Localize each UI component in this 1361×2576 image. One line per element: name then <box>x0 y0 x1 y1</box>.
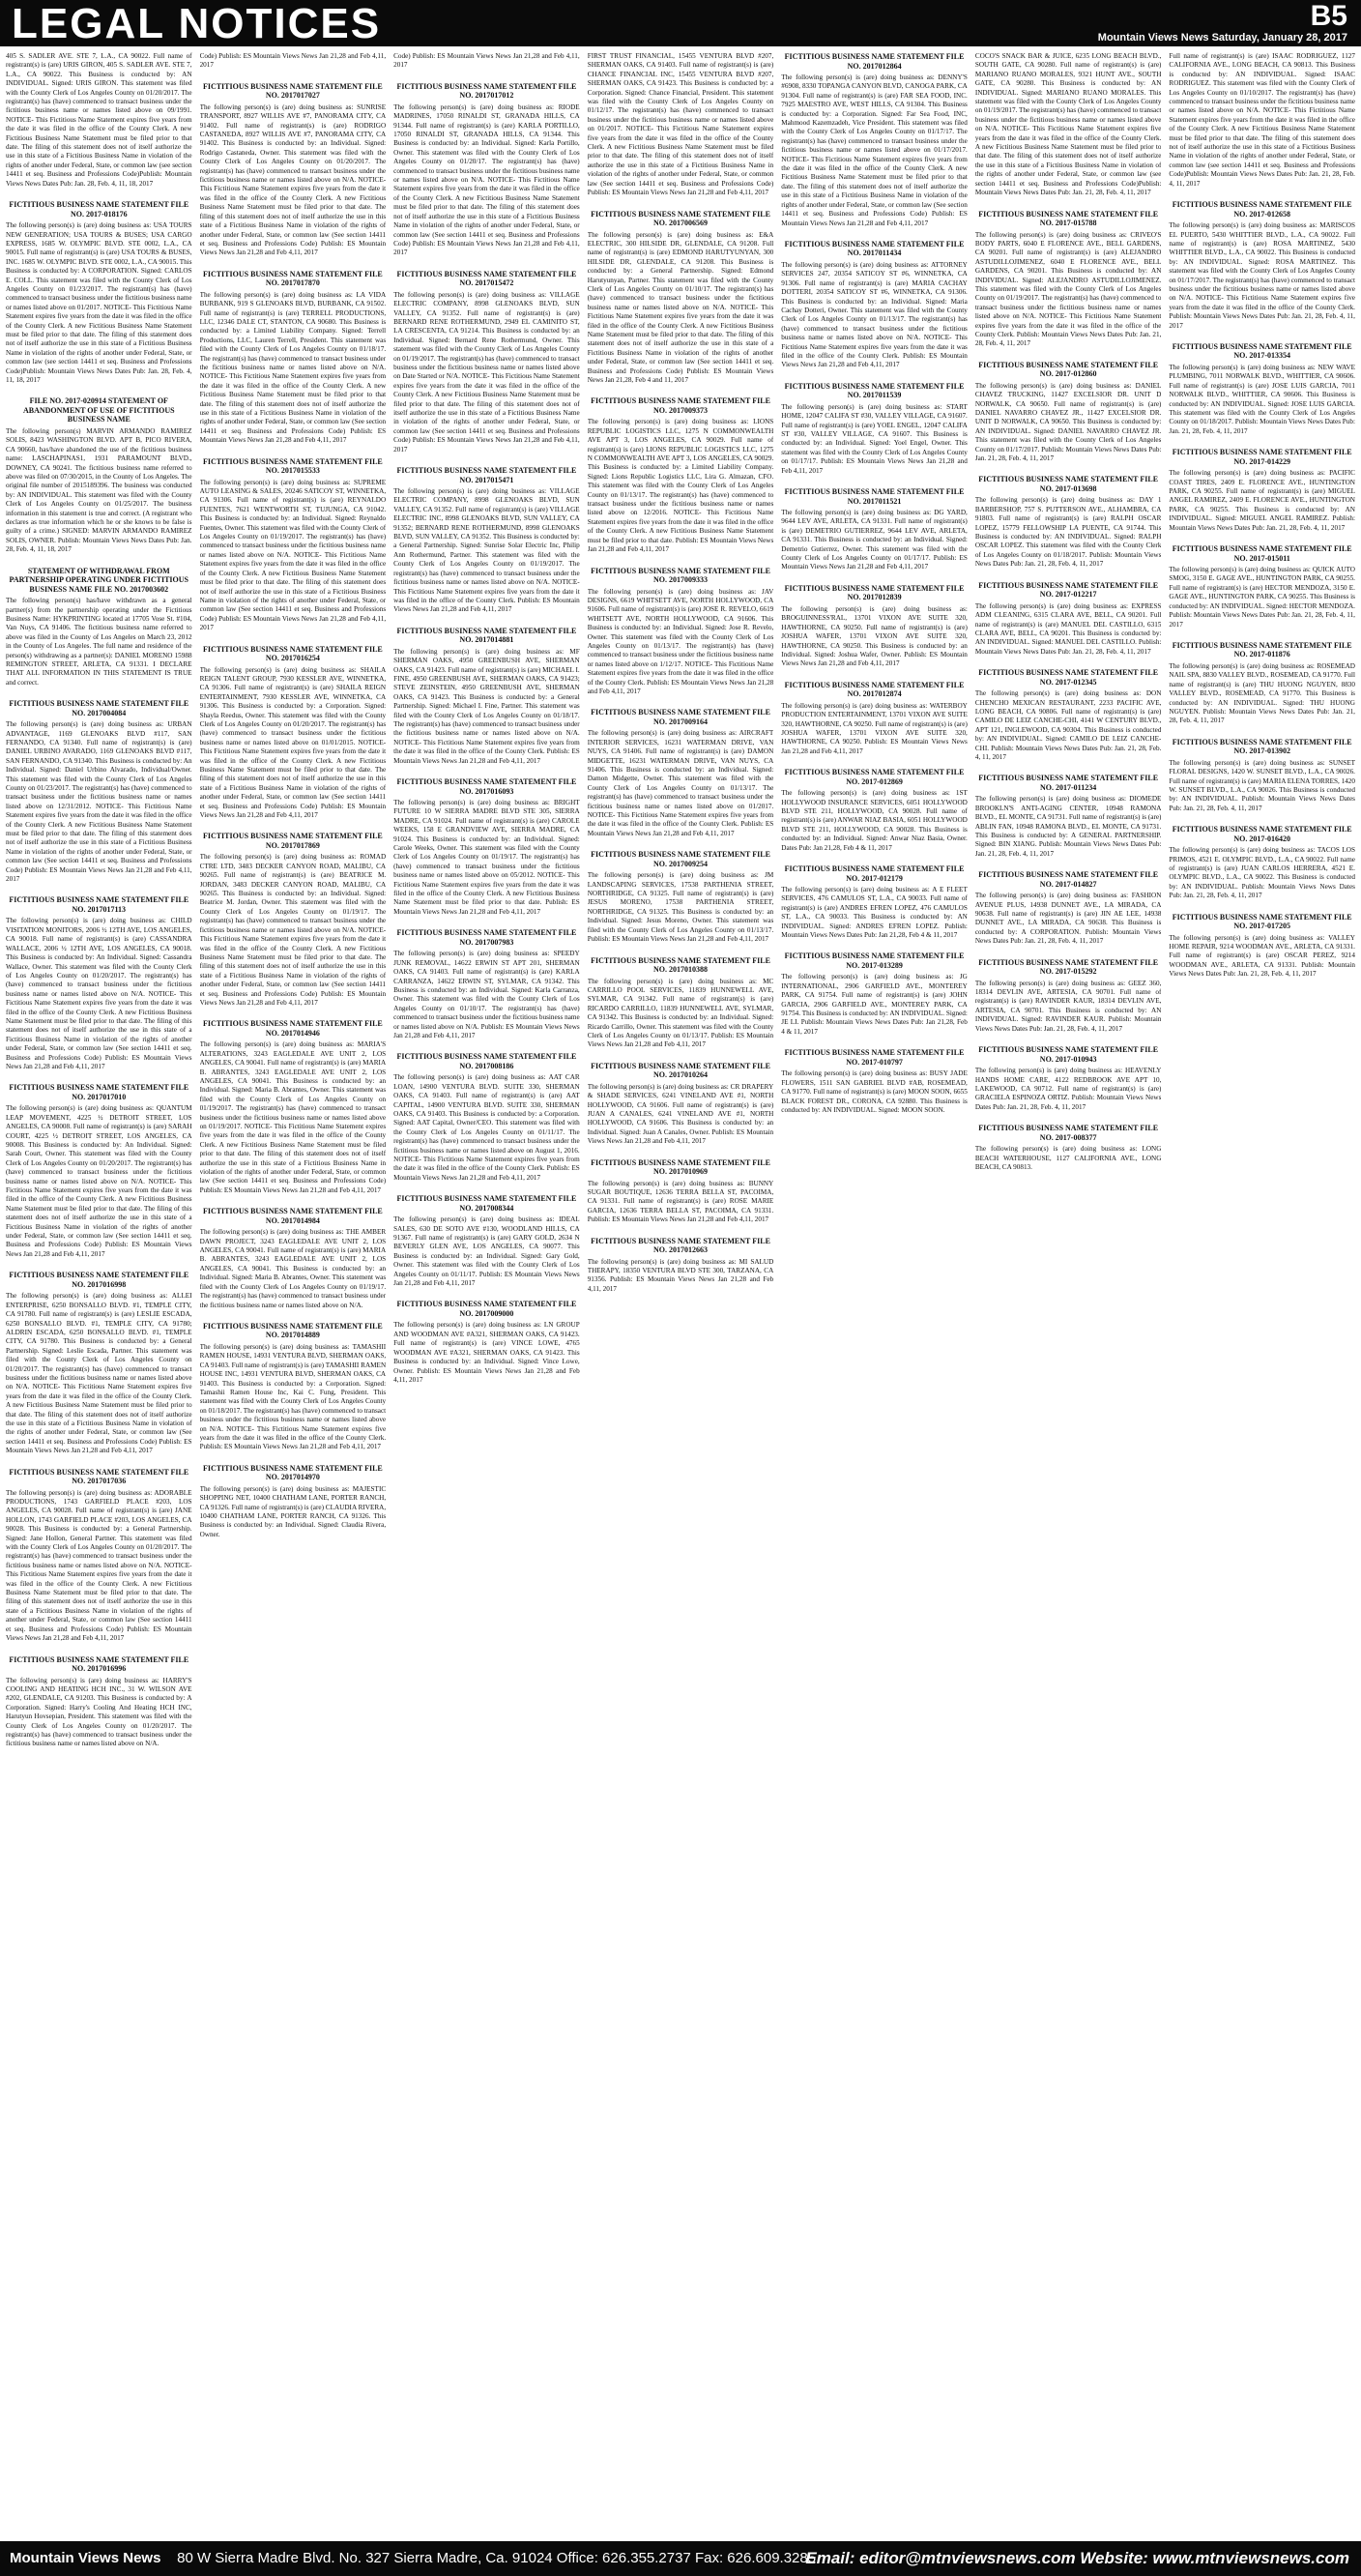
notice-body: The following person(s) is (are) doing business as: DAY 1 BARBERSHOP, 757 S. PUTTERSON AVE., ALHAMBRA, CA 91803. Full name of registrant(s) is (are) RALPH OSCAR LOPEZ, 15779 FELLOWSHIP LA PUENTE, CA 91744. This Business is conducted by: AN INDIVIDUAL. Signed: RALPH OSCAR LOPEZ. This statement was filed with the County Clerk of Los Angeles County on 01/18/2017. Publish: Mountain Views News Dates Pub: Jan. 21, 28, Feb. 4, 11, 2017 <box>974 496 1162 569</box>
notice-heading: FICTITIOUS BUSINESS NAME STATEMENT FILE NO. 2017012874 <box>784 680 965 699</box>
legal-notice <box>6 567 192 688</box>
notice-heading: FICTITIOUS BUSINESS NAME STATEMENT FILE NO. 2017009333 <box>591 566 770 584</box>
notice-body: The following person(s) is (are) doing business as: QUANTUM LEAP MOVEMENT, 4225 ½ DETROIT STREET, LOS ANGELES, CA 90008. Full name of registrant(s) is (are) SARAH COURT, 4225 ½ DETROIT STREET, LOS ANGELES, CA 90008. This Business is conducted by: An Individual. Signed: Sarah Court, Owner. This statement was filed with the County Clerk of Los Angeles County on 01/20/2017. The registrant(s) has (have) commenced to transact business under the fictitious business name or names listed above on N/A. NOTICE- This Fictitious Name Statement expires five years from the date it was filed in the office of the County Clerk. A new Fictitious Business Name Statement must be filed prior to that date. The filing of this statement does not of itself authorize the use in this state of a Fictitious Business Name in violation of the rights of another under Federal, State, or common law (See section 14411 et seq. Business and Professions Code) Publish: ES Mountain Views News Jan 21,28 and Feb 4,11, 2017 <box>6 1104 192 1258</box>
notice-heading: FICTITIOUS BUSINESS NAME STATEMENT FILE NO. 2017-013289 <box>784 951 965 970</box>
notice-body: The following person(s) is (are) doing business as: MARIA'S ALTERATIONS, 3243 EAGLEDALE AVE UNIT 2, LOS ANGELES, CA 90041. Full name of registrant(s) is (are) MARIA B. ABRANTES, 3243 EAGLEDALE AVE UNIT 2, LOS ANGELES, CA 90041. This Business is conducted by: an Individual. Signed: Maria B. Abrantes, Owner. This statement was filed with the County Clerk of Los Angeles County on 01/19/2017. The registrant(s) has (have) commenced to transact business under the fictitious business name or names listed above on 01/19/2017. NOTICE- This Fictitious Name Statement expires five years from the date it was filed in the office of the County Clerk. A new Fictitious Business Name Statement must be filed prior to that date. The filing of this statement does not of itself authorize the use in this state of a Fictitious Business Name in violation of the rights of another under Federal, State, or common law (See section 14411 et seq. Business and Professions Code) Publish: ES Mountain Views News Jan 21,28 and Feb 4,11, 2017 <box>199 1040 387 1194</box>
notice-body: The following person(s) is (are) doing business as: BRIGHT FUTURE 10 W SIERRA MADRE BLVD STE 305, SIERRA MADRE, CA 91024. Full name of registrant(s) is (are) CAROLE WEEKS, 158 E GRANDVIEW AVE, SIERRA MADRE, CA 91024. This Business is conducted by: an Individual. Signed: Carole Weeks, Owner. This statement was filed with the County Clerk of Los Angeles County on 01/19/17. The registrant(s) has (have) commenced to transact business under the fictitious business name or names listed above on 05/2012. NOTICE- This Fictitious Name Statement expires five years from the date it was filed in the office of the County Clerk. A new Fictitious Business Name Statement must be filed prior to that date. Publish: ES Mountain Views News Jan 21,28 and Feb 4,11, 2017 <box>393 799 580 916</box>
notice-body: The following person(s) is (are) doing business as: CR DRAPERY & SHADE SERVICES, 6241 VINELAND AVE #1, NORTH HOLLYWOOD, CA 91606. Full name of registrant(s) is (are) JUAN A CANALES, 6241 VINELAND AVE #1, NORTH HOLLYWOOD, CA 91606. This Business is conducted by: an Individual. Signed: Juan A Canales, Owner. Publish: ES Mountain Views News Jan 21,28 and Feb 4,11, 2017 <box>587 1082 774 1146</box>
notice-heading: FICTITIOUS BUSINESS NAME STATEMENT FILE NO. 2017017036 <box>9 1467 189 1486</box>
notice-heading: FICTITIOUS BUSINESS NAME STATEMENT FILE NO. 2017010969 <box>591 1157 770 1177</box>
legal-notice <box>588 850 774 944</box>
notice-heading: FICTITIOUS BUSINESS NAME STATEMENT FILE NO. 2017007983 <box>396 928 577 947</box>
legal-notice <box>6 1655 192 1749</box>
legal-notice <box>781 382 968 476</box>
notice-heading: FICTITIOUS BUSINESS NAME STATEMENT FILE NO. 2017-012860 <box>978 360 1159 379</box>
notice-body: The following person(s) is (are) doing business as: VALLEY HOME REPAIR, 9214 WOODMAN AVE., ARLETA, CA 91331. Full name of registrant(s) is (are) OSCAR PEREZ, 9214 WOODMAN AVE., ARLETA, CA 91331. Publish: Mountain Views News Dates Pub: Jan. 21, 28, Feb. 4, 11, 2017 <box>1169 933 1355 979</box>
notice-heading: FICTITIOUS BUSINESS NAME STATEMENT FILE NO. 2017012839 <box>784 583 965 602</box>
legal-notice <box>588 1237 774 1295</box>
legal-notice <box>6 1083 192 1259</box>
dateline: Mountain Views News Saturday, January 28, 2017 <box>1097 32 1347 44</box>
notice-body: The following person(s) is (are) doing business as: 1ST HOLLYWOOD INSURANCE SERVICES, 6051 HOLLYWOOD BLVD STE 211, HOLLYWOOD, CA 90028. Full name of registrant(s) is (are) ANWAR NIAZ BASIA, 6051 HOLLYWOOD BLVD STE 211, HOLLYWOOD, CA 90028. This Business is conducted by: an Individual. Signed: Anwar Niaz Basia, Owner. Dates Pub: Jan 21,28, Feb 4 & 11, 2017 <box>781 789 968 852</box>
notice-heading: FICTITIOUS BUSINESS NAME STATEMENT FILE NO. 2017-012658 <box>1172 200 1352 219</box>
notice-body: The following person(s) is (are) doing business as: BROGUINNESS'RAL, 13701 VIXON AVE SUITE 320, HAWTHORNE, CA 90250. Full name of registrant(s) is (are) JOSHUA WAFER, 13701 VIXON AVE SUITE 320, HAWTHORNE, CA 90250. This Business is conducted by: an Individual. Signed: Joshua Wafer, Owner. Publish: ES Mountain Views News Jan 21,28 and Feb 4,11, 2017 <box>781 604 968 668</box>
notice-heading: FICTITIOUS BUSINESS NAME STATEMENT FILE NO. 2017016998 <box>9 1271 189 1289</box>
notice-body: The following person(s) is (are) doing business as: START HOME, 12047 CALIFA ST #30, VALLEY VILLAGE, CA 91607. Full name of registrant(s) is (are) YOEL ENGEL, 12047 CALIFA ST #30, VALLEY VILLAGE, CA 91607. This Business is conducted by: an Individual. Signed: Yoel Engel, Owner. This statement was filed with the County Clerk of Los Angeles County on 01/17/17. Publish: ES Mountain Views News Jan 21,28 and Feb 4,11, 2017 <box>781 402 968 475</box>
notice-body: Code) Publish: ES Mountain Views News Jan 21,28 and Feb 4,11, 2017 <box>199 52 387 70</box>
legal-notice <box>200 1207 387 1310</box>
legal-notice <box>588 1158 774 1225</box>
notice-body: The following person(s) is (are) doing business as: ROMAD CTRE LTD, 3483 DECKER CANYON ROAD, MALIBU, CA 90265. Full name of registrant(s) is (are) BEATRICE M. JORDAN, 3483 DECKER CANYON ROAD, MALIBU, CA 90265. This Business is conducted by: an Individual. Signed: Beatrice M. Jordan, Owner. This statement was filed with the County Clerk of Los Angeles County on 01/19/17. The registrant(s) has (have) commenced to transact business under the fictitious business name or names listed above on N/A. NOTICE- This Fictitious Name Statement expires five years from the date it was filed in the office of the County Clerk. A new Fictitious Business Name Statement must be filed prior to that date. The filing of this statement does not of itself authorize the use in this state of a Fictitious Business Name in violation of the rights of another under Federal, State, or common law (See section 14411 et seq. Business and Professions Code) Publish: ES Mountain Views News Jan 21,28 and Feb 4,11, 2017 <box>199 853 387 1007</box>
notice-heading: FICTITIOUS BUSINESS NAME STATEMENT FILE NO. 2017-010943 <box>978 1045 1159 1064</box>
notice-body: The following person(s) is (are) doing business as: ATTORNEY SERVICES 247, 20354 SATICOY ST #6, WINNETKA, CA 91306. Full name of registrant(s) is (are) MARIA CACHAY DOTTERI, 20354 SATICOY ST #6, WINNETKA, CA 91306. This Business is conducted by: an Individual. Signed: Maria Cachay Dotteri, Owner. This statement was filed with the County Clerk of Los Angeles County on 01/13/17. The registrant(s) has (have) commenced to transact business under the fictitious business name or names listed above on N/A. NOTICE- This Fictitious Name Statement expires five years from the date it was filed in the office of the County Clerk. Publish: ES Mountain Views News Jan 21,28 and Feb 4,11, 2017 <box>781 260 968 369</box>
notice-heading: FICTITIOUS BUSINESS NAME STATEMENT FILE NO. 2017-015011 <box>1172 544 1352 563</box>
column-5 <box>781 52 968 2535</box>
notice-heading: FICTITIOUS BUSINESS NAME STATEMENT FILE NO. 2017-013354 <box>1172 341 1352 361</box>
notice-body: The following person(s) is (are) doing business as: BUSY JADE FLOWERS, 1511 SAN GABRIEL BLVD #AB, ROSEMEAD, CA 91770. Full name of registrant(s) is (are) MOON SOON, 6655 BLACK FOREST DR., CORONA, CA 92880. This Business is conducted by: AN INDIVIDUAL. Signed: MOON SOON. <box>781 1069 968 1114</box>
notice-heading: FICTITIOUS BUSINESS NAME STATEMENT FILE NO. 2017006569 <box>591 209 770 227</box>
legal-notice <box>588 708 774 838</box>
legal-notice <box>975 668 1162 762</box>
notice-body: The following person(s) is (are) doing business as: LA VIDA BURBANK, 919 S GLENOAKS BLVD, BURBANK, CA 91502. Full name of registrant(s) is (are) TERRELL PRODUCTIONS, LLC, 12346 DALE CT, STANTON, CA 90680. This Business is conducted by: a Limited Liability Company. Signed: Terrell Productions, LLC, Lauren Terrell, President. This statement was filed with the County Clerk of Los Angeles County on 01/18/17. The registrant(s) has (have) commenced to transact business under the fictitious business name or names listed above on N/A. NOTICE- This Fictitious Name Statement expires five years from the date it was filed in the office of the County Clerk. A new Fictitious Business Name Statement must be filed prior to that date. The filing of this statement does not of itself authorize the use in this state of a Fictitious Business Name in violation of the rights of another under Federal, State, or common law (See section 14411 et seq. Business and Professions Code) Publish: ES Mountain Views News Jan 21,28 and Feb 4,11, 2017 <box>199 290 387 445</box>
notice-heading: FICTITIOUS BUSINESS NAME STATEMENT FILE NO. 2017-012869 <box>784 768 965 786</box>
notice-heading: FICTITIOUS BUSINESS NAME STATEMENT FILE NO. 2017016996 <box>9 1654 189 1673</box>
notice-body: The following person(s) is (are) doing business as: IDEAL SALES, 630 DE SOTO AVE #130, WOODLAND HILLS, CA 91367. Full name of registrant(s) is (are) GARY GOLD, 2634 N BEVERLY GLEN AVE, LOS ANGELES, CA 90077. This Business is conducted by: an Individual. Signed: Gary Gold, Owner. This statement was filed with the County Clerk of Los Angeles County on 01/11/17. Publish: ES Mountain Views News Jan 21,28 and Feb 4,11, 2017 <box>393 1215 580 1288</box>
legal-notice <box>200 1019 387 1195</box>
legal-notice <box>393 270 580 454</box>
notice-body: The following person(s) is (are) doing business as: SUNRISE TRANSPORT, 8927 WILLIS AVE #7, PANORAMA CITY, CA 91402. Full name of registrant(s) is (are) RODRIGO CASTANEDA, 8927 WILLIS AVE #7, PANORAMA CITY, CA 91402. This Business is conducted by: an Individual. Signed: Rodrigo Castaneda, Owner. This statement was filed with the County Clerk of Los Angeles County on 01/20/2017. The registrant(s) has (have) commenced to transact business under the fictitious business name or names listed above on N/A. NOTICE- This Fictitious Name Statement expires five years from the date it was filed in the office of the County Clerk. A new Fictitious Business Name Statement must be filed prior to that date. The filing of this statement does not of itself authorize the use in this state of a Fictitious Business Name in violation of the rights of another under Federal, State, or common law (See section 14411 et seq. Business and Professions Code) Publish: ES Mountain Views News Jan 21,28 and Feb 4,11, 2017 <box>199 102 387 257</box>
notice-heading: STATEMENT OF WITHDRAWAL FROM PARTNERSHIP OPERATING UNDER FICTITIOUS BUSINESS NAME FILE NO. 2017003602 <box>9 566 188 594</box>
notice-body: The following person(s) is (are) doing business as: NEW WAVE PLUMBING, 7011 NORWALK BLVD., WHITTIER, CA 90606. Full name of registrant(s) is (are) JOSE LUIS GARCIA, 7011 NORWALK BLVD., WHITTIER, CA 90606. This Business is conducted by: AN INDIVIDUAL. Signed: JOSE LUIS GARCIA. This statement was filed with the County Clerk of Los Angeles County on 01/18/2017. Publish: Mountain Views News Dates Pub: Jan. 21, 28, Feb. 4, 11, 2017 <box>1169 363 1355 435</box>
legal-notice <box>393 777 580 917</box>
notice-heading: FICTITIOUS BUSINESS NAME STATEMENT FILE NO. 2017012663 <box>591 1236 770 1255</box>
legal-notice <box>781 681 968 756</box>
notice-heading: FICTITIOUS BUSINESS NAME STATEMENT FILE NO. 2017-014827 <box>978 870 1159 889</box>
notice-body: The following person(s) is (are) doing business as: VILLAGE ELECTRIC COMPANY, 8998 GLENOAKS BLVD, SUN VALLEY, CA 91352. Full name of registrant(s) is (are) VILLAGE ELECTRIC INC, 8998 GLENOAKS BLVD, SUN VALLEY, CA 91352; BERNARD RENE ROTHERMUND, 8998 GLENOAKS BLVD, SUN VALLEY, CA 91352. This Business is conducted by: a General Partnership. Signed: Sunrise Solar Electric Inc, Philip Ann Rothermund, Partner. This statement was filed with the County Clerk of Los Angeles County on 01/19/2017. The registrant(s) has (have) commenced to transact business under the fictitious business name or names listed above on N/A. NOTICE- This Fictitious Name Statement expires five years from the date it was filed in the office of the County Clerk. Publish: ES Mountain Views News Jan 21,28 and Feb 4,11, 2017 <box>393 487 580 614</box>
notice-heading: FICTITIOUS BUSINESS NAME STATEMENT FILE NO. 2017010388 <box>591 955 770 974</box>
notice-body: The following person(s) is (are) doing business as: LN GROUP AND WOODMAN AVE #A321, SHERMAN OAKS, CA 91423. Full name of registrant(s) is (are) VINCE LOWE, 4765 WOODMAN AVE #A321, SHERMAN OAKS, CA 91423. This Business is conducted by: an Individual. Signed: Vince Lowe, Owner. Publish: ES Mountain Views News Jan 21,28 and Feb 4,11, 2017 <box>393 1321 580 1384</box>
legal-notice <box>393 52 580 71</box>
notice-body: The following person(s) is (are) doing business as: EXPRESS ADM CLEANING, 6315 CLARA AVE, BELL, CA 90201. Full name of registrant(s) is (are) MANUEL DEL CASTILLO, 6315 CLARA AVE, BELL, CA 90201. This Business is conducted by: AN INDIVIDUAL. Signed: MANUEL DEL CASTILLO. Publish: Mountain Views News Dates Pub: Jan. 21, 28, Feb. 4, 11, 2017 <box>974 601 1162 656</box>
masthead <box>0 0 1361 46</box>
notice-body: The following person(s) is (are) doing business as: FASHION AVENUE PLUS, 14938 DUNNET AVE., LA MIRADA, CA 90638. Full name of registrant(s) is (are) JIN AE LEE, 14938 DUNNET AVE., LA MIRADA, CA 90638. This Business is conducted by: A CORPORATION. Publish: Mountain Views News Dates Pub: Jan. 21, 28, Feb. 4, 11, 2017 <box>974 892 1162 946</box>
footer-bar <box>0 2541 1361 2576</box>
legal-notice <box>781 487 968 572</box>
notice-heading: FICTITIOUS BUSINESS NAME STATEMENT FILE NO. 2017-012179 <box>784 864 965 883</box>
legal-notice <box>781 584 968 669</box>
notice-heading: FICTITIOUS BUSINESS NAME STATEMENT FILE NO. 2017015533 <box>202 456 383 476</box>
footer-publication: Mountain Views News <box>10 2550 161 2566</box>
notice-heading: FICTITIOUS BUSINESS NAME STATEMENT FILE NO. 2017011539 <box>784 381 965 400</box>
footer-address: 80 W Sierra Madre Blvd. No. 327 Sierra Madre, Ca. 91024 Office: 626.355.2737 Fax: 626.609.3285 <box>177 2550 817 2566</box>
notice-heading: FICTITIOUS BUSINESS NAME STATEMENT FILE NO. 2017-010797 <box>784 1048 965 1067</box>
notice-heading: FICTITIOUS BUSINESS NAME STATEMENT FILE NO. 2017009254 <box>591 850 770 868</box>
legal-notice <box>6 52 192 189</box>
notice-heading: FICTITIOUS BUSINESS NAME STATEMENT FILE NO. 2017-017205 <box>1172 912 1352 931</box>
notice-body: The following person(s) is (are) doing business as: MC CARRILLO POOL SERVICES, 11839 HUNNEWELL AVE, SYLMAR, CA 91342. Full name of registrant(s) is (are) RICARDO CARRILLO, 11839 HUNNEWELL AVE, SYLMAR, CA 91342. This Business is conducted by: an Individual. Signed: Ricardo Carrillo, Owner. This statement was filed with the County Clerk of Los Angeles County on 01/13/17. Publish: ES Mountain Views News Jan 21,28 and Feb 4,11, 2017 <box>587 977 774 1049</box>
legal-notice <box>393 1194 580 1288</box>
notice-heading: FICTITIOUS BUSINESS NAME STATEMENT FILE NO. 2017004084 <box>9 699 189 717</box>
notice-heading: FICTITIOUS BUSINESS NAME STATEMENT FILE NO. 2017-015788 <box>978 209 1159 227</box>
legal-notice <box>975 1124 1162 1172</box>
notice-heading: FICTITIOUS BUSINESS NAME STATEMENT FILE NO. 2017016093 <box>396 777 577 796</box>
notice-body: The following person(s) is (are) doing business as: THE AMBER DAWN PROJECT, 3243 EAGLEDALE AVE UNIT 2, LOS ANGELES, CA 90041. Full name of registrant(s) is (are) MARIA B. ABRANTES, 3243 EAGLEDALE AVE UNIT 2, LOS ANGELES, CA 90041. This Business is conducted by: an Individual. Signed: Maria B. Abrantes, Owner. This statement was filed with the County Clerk of Los Angeles County on 01/19/17. The registrant(s) has (have) commenced to transact business under the fictitious business name or names listed above on N/A. <box>199 1228 387 1309</box>
notice-heading: FICTITIOUS BUSINESS NAME STATEMENT FILE NO. 2017016254 <box>202 644 383 663</box>
notice-heading: FICTITIOUS BUSINESS NAME STATEMENT FILE NO. 2017-011876 <box>1172 640 1352 659</box>
notice-body: The following person(s) is (are) doing business as: TACOS LOS PRIMOS, 4521 E. OLYMPIC BLVD., L.A., CA 90022. Full name of registrant(s) is (are) JUAN CARLOS HERRERA, 4521 E. OLYMPIC BLVD., L.A., CA 90022. This Business is conducted by: AN INDIVIDUAL. Publish: Mountain Views News Dates Pub: Jan. 21, 28, Feb. 4, 11, 2017 <box>1169 846 1355 900</box>
legal-notice <box>6 1271 192 1455</box>
legal-notice <box>588 567 774 697</box>
notice-body: The following person(s) is (are) doing business as: SUNSET FLORAL DESIGNS, 1420 W. SUNSET BLVD., L.A., CA 90026. Full name of registrant(s) is (are) MARIA ELENA TORRES, 1420 W. SUNSET BLVD., L.A., CA 90026. This Business is conducted by: AN INDIVIDUAL. Publish: Mountain Views News Dates Pub: Jan. 21, 28, Feb. 4, 11, 2017 <box>1169 758 1355 812</box>
notice-body: The following person(s) is (are) doing business as: SUPREME AUTO LEASING & SALES, 20246 SATICOY ST, WINNETKA, CA 91306. Full name of registrant(s) is (are) REYNALDO FUENTES, 7621 WENTWORTH ST, TUJUNGA, CA 91042. This Business is conducted by: an Individual. Signed: Reynaldo Fuentes, Owner. This statement was filed with the County Clerk of Los Angeles County on 01/19/2017. The registrant(s) has (have) commenced to transact business under the fictitious business name or names listed above on N/A. NOTICE- This Fictitious Name Statement expires five years from the date it was filed in the office of the County Clerk. A new Fictitious Business Name Statement must be filed prior to that date. The filing of this statement does not of itself authorize the use in this state of a Fictitious Business Name in violation of the rights of another under Federal, State, or common law (See section 14411 et seq. Business and Professions Code) Publish: ES Mountain Views News Jan 21,28 and Feb 4,11, 2017 <box>199 478 387 632</box>
notice-body: The following person(s) is (are) doing business as: CHILD VISITATION MONITORS, 2006 ½ 12TH AVE, LOS ANGELES, CA 90018. Full name of registrant(s) is (are) CASSANDRA WALLACE, 2006 ½ 12TH AVE, LOS ANGELES, CA 90018. This Business is conducted by: An Individual. Signed: Cassandra Wallace, Owner. This statement was filed with the County Clerk of Los Angeles County on 01/20/2017. The registrant(s) has (have) commenced to transact business under the fictitious business name or names listed above on N/A. NOTICE- This Fictitious Name Statement expires five years from the date it was filed in the office of the County Clerk. A new Fictitious Business Name Statement must be filed prior to that date. The filing of this statement does not of itself authorize the use in this state of a Fictitious Business Name in violation of the rights of another under Federal, State, or common law (See section 14411 et seq. Business and Professions Code) Publish: ES Mountain Views News Jan 21,28 and Feb 4,11, 2017 <box>6 917 192 1070</box>
legal-notice <box>975 361 1162 464</box>
notice-heading: FICTITIOUS BUSINESS NAME STATEMENT FILE NO. 2017017027 <box>202 81 383 101</box>
legal-notice <box>781 768 968 853</box>
notice-body: The following person(s) is (are) doing business as: LIONS REPUBLIC LOGISTICS LLC, 1275 N COMMONWEALTH AVE APT 3, LOS ANGELES, CA 90029. Full name of registrant(s) is (are) LIONS REPUBLIC LOGISTICS LLC, 1275 N COMMONWEALTH AVE APT 3, LOS ANGELES, CA 90029. This Business is conducted by: a Limited Liability Company. Signed: Lions Republic Logistics LLC, Lira G. Almazan, CFO. This statement was filed with the County Clerk of Los Angeles County on 01/13/17. The registrant(s) has (have) commenced to transact business under the fictitious business name or names listed above on 12/2016. NOTICE- This Fictitious Name Statement expires five years from the date it was filed in the office of the County Clerk. A new Fictitious Business Name Statement must be filed prior to that date. Publish: ES Mountain Views News Jan 21,28 and Feb 4,11, 2017 <box>587 418 774 554</box>
notice-body: The following person(s) MARVIN ARMANDO RAMIREZ SOLIS, 8423 WASHINGTON BLVD. APT B, PICO RIVERA, CA 90660, has/have abandoned the use of the fictitious business name: LASCHAPINAS1, 1931 PARAMOUNT BLVD., DOWNEY, CA 90241. The fictitious business name referred to above was filed on 07/30/2015, in the County of Los Angeles. The original file number of 2015189396. The business was conducted by: AN INDIVIDUAL. This statement was filed with the County Clerk of Los Angeles County on 01/25/2017. The business information in this statement is true and correct. (A registrant who declares as true information which he or she knows to be false is guilty of a crime.) SIGNED: MARVIN ARMANDO RAMIREZ SOLIS, OWNER. Publish: Mountain Views News Dates Pub: Jan. 28, Feb. 4, 11, 18, 2017 <box>6 426 192 554</box>
notice-body: The following person(s) is (are) doing business as: MAJESTIC SHOPPING NET, 10400 CHATHAM LANE, PORTER RANCH, CA 91326. Full name of registrant(s) is (are) CLAUDIA RIVERA, 10400 CHATHAM LANE, PORTER RANCH, CA 91326. This Business is conducted by: an Individual. Signed: Claudia Rivera, Owner. <box>199 1484 387 1538</box>
notice-heading: FICTITIOUS BUSINESS NAME STATEMENT FILE NO. 2017-012217 <box>978 580 1159 600</box>
legal-notice <box>6 699 192 884</box>
notice-body: The following person(s) is (are) doing business as: E&A ELECTRIC, 300 HILSIDE DR, GLENDALE, CA 91208. Full name of registrant(s) is (are) EDMOND HARUTYUNYAN, 300 HILSIDE DR, GLENDALE, CA 91208. This Business is conducted by: a General Partnership. Signed: Edmond Harutyunyan, Partner. This statement was filed with the County Clerk of Los Angeles County on 01/10/17. The registrant(s) has (have) commenced to transact business under the fictitious business name or names listed above on N/A. NOTICE- This Fictitious Name Statement expires five years from the date it was filed in the office of the County Clerk. A new Fictitious Business Name Statement must be filed prior to that date. The filing of this statement does not of itself authorize the use in this state of a Fictitious Business Name in violation of the rights of another under Federal, State, or common law (See section 14411 et seq. Business and Professions Code) Publish: ES Mountain Views News Jan 21,28, Feb 4 and 11, 2017 <box>587 230 774 384</box>
legal-notice <box>6 1468 192 1644</box>
legal-notice <box>781 52 968 228</box>
legal-notice <box>975 870 1162 946</box>
notice-heading: FICTITIOUS BUSINESS NAME STATEMENT FILE NO. 2017011521 <box>784 487 965 506</box>
notice-body: The following person(s) is (are) doing business as: JG INTERNATIONAL, 2906 GARFIELD AVE., MONTEREY PARK, CA 91754. Full name of registrant(s) is (are) JOHN GARCIA, 2906 GARFIELD AVE., MONTEREY PARK, CA 91754. This Business is conducted by: AN INDIVIDUAL. Signed: JE LI. Publish: Mountain Views News Dates Pub: Jan 21,28, Feb 4 & 11, 2017 <box>781 973 968 1036</box>
notice-heading: FICTITIOUS BUSINESS NAME STATEMENT FILE NO. 2017008186 <box>396 1052 577 1070</box>
notice-heading: FICTITIOUS BUSINESS NAME STATEMENT FILE NO. 2017014970 <box>202 1463 383 1482</box>
legal-notice <box>588 1062 774 1147</box>
notice-body: The following person(s) is (are) doing business as: MARISCOS EL PUERTO, 5430 WHITTIER BLVD., L.A., CA 90022. Full name of registrant(s) is (are) ROSA MARTINEZ, 5430 WHITTIER BLVD., L.A., CA 90022. This Business is conducted by: AN INDIVIDUAL. Signed: ROSA MARTINEZ. This statement was filed with the County Clerk of Los Angeles County on 01/17/2017. The registrant(s) has (have) commenced to transact business under the fictitious business name or names listed above on N/A. NOTICE- This Fictitious Name Statement expires five years from the date it was filed in the office of the County Clerk. Publish: Mountain Views News Dates Pub: Jan. 21, 28, Feb. 4, 11, 2017 <box>1169 221 1355 330</box>
legal-notice <box>1169 200 1355 331</box>
notice-heading: FICTITIOUS BUSINESS NAME STATEMENT FILE NO. 2017-018176 <box>9 200 189 219</box>
legal-notice <box>588 210 774 386</box>
notice-body: The following person(s) is (are) doing business as: MF SHERMAN OAKS, 4950 GREENBUSH AVE, SHERMAN OAKS, CA 91423. Full name of registrant(s) is (are) MICHAEL I. FINE, 4950 GREENBUSH AVE, SHERMAN OAKS, CA 91423; STEVE ZEINSTEIN, 4950 GREENBUSH AVE, SHERMAN OAKS, CA 91423. This Business is conducted by: a General Partnership. Signed: Michael I. Fine, Partner. This statement was filed with the County Clerk of Los Angeles County on 01/18/17. The registrant(s) has (have) commenced to transact business under the fictitious business name or names listed above on N/A. NOTICE- This Fictitious Name Statement expires five years from the date it was filed in the office of the County Clerk. Publish: ES Mountain Views News Jan 21,28 and Feb 4,11, 2017 <box>393 647 580 765</box>
column-1 <box>6 52 192 2535</box>
footer-contact: Email: editor@mtnviewsnews.com Website: www.mtnviewsnews.com <box>805 2549 1349 2567</box>
column-4 <box>588 52 774 2535</box>
notice-body: Code) Publish: ES Mountain Views News Jan 21,28 and Feb 4,11, 2017 <box>393 52 580 70</box>
notice-heading: FICTITIOUS BUSINESS NAME STATEMENT FILE NO. 2017015471 <box>396 466 577 484</box>
notice-body: The following person(s) is (are) doing business as: DIOMEDE BROOKLN'S ANTI-AGING CENTER, 10948 RAMONA BLVD., EL MONTE, CA 91731. Full name of registrant(s) is (are) ABLIN FAN, 10948 RAMONA BLVD., EL MONTE, CA 91731. This Business is conducted by: A GENERAL PARTNERSHIP. Signed: BIN XIANG. Publish: Mountain Views News Dates Pub: Jan. 21, 28, Feb. 4, 11, 2017 <box>974 795 1162 858</box>
notice-body: The following person(s) is (are) doing business as: DENNY'S #6908, 8330 TOPANGA CANYON BLVD, CANOGA PARK, CA 91304. Full name of registrant(s) is (are) FAR SEA FOOD, INC. 7925 MAESTRO AVE, WEST HILLS, CA 91304. This Business is conducted by: a Corporation. Signed: Far Sea Food, INC, Mahmood Kazemzadeh, Vice President. This statement was filed with the County Clerk of Los Angeles County on 01/17/17. The registrant(s) has (have) commenced to transact business under the fictitious business name or names listed above on 01/17/2017. NOTICE- This Fictitious Name Statement expires five years from the date it was filed in the office of the County Clerk. A new Fictitious Business Name Statement must be filed prior to that date. The filing of this statement does not of itself authorize the use in this state of a Fictitious Business Name in violation of the rights of another under Federal, State, or common law (See section 14411 et seq. Business and Professions Code) Publish: ES Mountain Views News Jan 21,28 and Feb 4,11, 2017 <box>781 73 968 227</box>
legal-notice <box>1169 342 1355 436</box>
notice-body: The following person(s) is (are) doing business as: LONG BEACH WATERHOUSE, 1127 CALIFORNIA AVE., LONG BEACH, CA 90813. <box>974 1145 1162 1171</box>
legal-notice <box>588 956 774 1050</box>
column-7 <box>1169 52 1355 2535</box>
notice-heading: FILE NO. 2017-020914 STATEMENT OF ABANDONMENT OF USE OF FICTITIOUS BUSINESS NAME <box>22 396 175 424</box>
notice-body: The following person(s) is (are) doing business as: GEEZ 360, 18314 DEVLIN AVE, ARTESIA, CA 90701. Full name of registrant(s) is (are) RAVINDER KAUR, 18314 DEVLIN AVE, ARTESIA, CA 90701. This Business is conducted by: AN INDIVIDUAL. Signed: RAVINDER KAUR. Publish: Mountain Views News Dates Pub: Jan. 21, 28, Feb. 4, 11, 2017 <box>974 979 1162 1033</box>
notice-body: The following person(s) is (are) doing business as: AAT CAR LOAN, 14900 VENTURA BLVD. SUITE 330, SHERMAN OAKS, CA 91403. Full name of registrant(s) is (are) AAT CAPITAL, 14900 VENTURA BLVD. SUITE 330, SHERMAN OAKS, CA 91403. This Business is conducted by: a Corporation. Signed: AAT Capital, Owner/CEO. This statement was filed with the County Clerk of Los Angeles County on 01/11/17. The registrant(s) has (have) commenced to transact business under the fictitious business name or names listed above on August 1, 2016. NOTICE- This Fictitious Name Statement expires five years from the date it was filed in the office of the County Clerk. Publish: ES Mountain Views News Jan 21,28 and Feb 4,11, 2017 <box>393 1073 580 1182</box>
notice-body: The following person(s) has/have withdrawn as a general partner(s) from the partnership operating under the Fictitious Business Name: HYKPRINTING located at 17705 Vose St. #104, Van Nuys, CA 91406. The fictitious business name referred to above was filed in the County of Los Angeles on March 23, 2012 in the County of Los Angeles. The full name and residence of the person(s) withdrawing as a partner(s): DANIEL MORENO 15988 REMINGTON STREET, ARLETA, CA 91331. I DECLARE THAT ALL INFORMATION IN THIS STATEMENT IS TRUE and correct. <box>6 597 192 687</box>
legal-notice <box>1169 825 1355 900</box>
notice-heading: FICTITIOUS BUSINESS NAME STATEMENT FILE NO. 2017015472 <box>396 269 577 288</box>
legal-notice <box>975 581 1162 657</box>
notice-body: The following person(s) is (are) doing business as: USA TOURS NEW GENERATION; USA TOURS & BUSES; USA CARGO EXPRESS, 1685 W. OLYMPIC BLVD. STE 0002, L.A., CA 90015. Full name of registrant(s) is (are) USA TOURS & BUSES, INC. 1685 W. OLYMPIC BLVD. STE 0002, L.A., CA 90015. This Business is conducted by: A CORPORATION. Signed: CARLOS E. COLL. This statement was filed with the County Clerk of Los Angeles County on 01/23/2017. The registrant(s) has (have) commenced to transact business under the fictitious business name or names listed above on 01/2017. NOTICE- This Fictitious Name Statement expires five years from the date it was filed in the office of the County Clerk. A new Fictitious Business Name Statement must be filed prior to that date. The filing of this statement does not of itself authorize the use in this state of a Fictitious Business Name in violation of the rights of another under Federal, State, or common law (see section 14411 et seq. Business and Professions Code)Publish: Mountain Views News Dates Pub: Jan. 28, Feb. 4, 11, 18, 2017 <box>6 221 192 384</box>
notice-body: The following person(s) is (are) doing business as: SPEEDY JUNK REMOVAL, 14622 ERWIN ST APT 201, SHERMAN OAKS, CA 91403. Full name of registrant(s) is (are) KARLA CARRANZA, 14622 ERWIN ST, SYLMAR, CA 91342. This Business is conducted by: an Individual. Signed: Karla Carranza, Owner. This statement was filed with the County Clerk of Los Angeles County on 01/10/17. The registrant(s) has (have) commenced to transact business under the fictitious business name or names listed above on N/A. Publish: ES Mountain Views News Jan 21,28 and Feb 4,11, 2017 <box>393 950 580 1039</box>
page-number: B5 <box>1310 0 1347 32</box>
notice-heading: FICTITIOUS BUSINESS NAME STATEMENT FILE NO. 2017-012345 <box>978 668 1159 687</box>
legal-notice <box>1169 913 1355 980</box>
legal-notice <box>200 1322 387 1452</box>
footer-address-line <box>10 2550 816 2567</box>
column-2 <box>200 52 387 2535</box>
notice-heading: FICTITIOUS BUSINESS NAME STATEMENT FILE NO. 2017-015292 <box>978 957 1159 977</box>
notice-heading: FICTITIOUS BUSINESS NAME STATEMENT FILE NO. 2017014881 <box>396 626 577 645</box>
legal-notice <box>200 457 387 633</box>
legal-notice <box>781 951 968 1037</box>
notice-body: The following person(s) is (are) doing business as: WATERBOY PRODUCTION ENTERTAINMENT, 13701 VIXON AVE SUITE 320, HAWTHORNE, CA 90250. Full name of registrant(s) is (are) JOSHUA WAFER, 13701 VIXON AVE SUITE 320, HAWTHORNE, CA 90250. Publish: ES Mountain Views News Jan 21,28 and Feb 4,11, 2017 <box>781 701 968 755</box>
legal-notice <box>975 1045 1162 1112</box>
notice-columns <box>6 52 1355 2535</box>
notice-heading: FICTITIOUS BUSINESS NAME STATEMENT FILE NO. 2017014984 <box>202 1207 383 1225</box>
legal-notice <box>975 210 1162 349</box>
notice-body: The following person(s) is (are) doing business as: DG YARD, 9644 LEV AVE, ARLETA, CA 91331. Full name of registrant(s) is (are) DEMETRIO GUTIERREZ, 9644 LEV AVE, ARLETA, CA 91331. This Business is conducted by: an Individual. Signed: Demetrio Gutierrez, Owner. This statement was filed with the County Clerk of Los Angeles County on 01/17/17. Publish: ES Mountain Views News Jan 21,28 and Feb 4,11, 2017 <box>781 509 968 571</box>
legal-notice <box>393 466 580 615</box>
notice-body: COCO'S SNACK BAR & JUICE, 6235 LONG BEACH BLVD., SOUTH GATE, CA 90280. Full name of registrant(s) is (are) MARIANO RUANO MORALES, 9321 HUNT AVE., SOUTH GATE, CA 90280. This Business is conducted by: AN INDIVIDUAL. Signed: MARIANO RUANO MORALES. This statement was filed with the County Clerk of Los Angeles County on 01/19/2017. The registrant(s) has (have) commenced to transact business under the fictitious business name or names listed above on N/A. NOTICE- This Fictitious Name Statement expires five years from the date it was filed in the office of the County Clerk. A new Fictitious Business Name Statement must be filed prior to that date. The filing of this statement does not of itself authorize the use in this state of a Fictitious Business Name in violation of the rights of another under Federal, State, or common law (see section 14411 et seq. Business and Professions Code)Publish: Mountain Views News Dates Pub: Jan. 21, 28, Feb. 4, 11, 2017 <box>974 52 1162 197</box>
notice-heading: FICTITIOUS BUSINESS NAME STATEMENT FILE NO. 2017-008377 <box>978 1124 1159 1142</box>
notice-body: The following person(s) is (are) doing business as: HARRY'S COOLING AND HEATING HCH INC., 31 W. WILSON AVE #202, GLENDALE, CA 91203. This Business is conducted by: A Corporation. Signed: Harry's Cooling And Heating HCH INC, Harutyun Hovsepian, President. This statement was filed with the County Clerk of Los Angeles County on 01/20/2017. The registrant(s) has (have) commenced to transact business under the fictitious business name or names listed above on N/A. <box>6 1676 192 1748</box>
notice-body: The following person(s) is (are) doing business as: ALLEI ENTERPRISE, 6250 BONSALLO BLVD. #1, TEMPLE CITY, CA 91780. Full name of registrant(s) is (are) LESLIE ESCADA, 6250 BONSALLO BLVD. #1, TEMPLE CITY, CA 91780; ALDRIN ESCADA, 6250 BONSALLO BLVD. #1, TEMPLE CITY, CA 91780. This Business is conducted by: a General Partnership. Signed: Leslie Escada, Partner. This statement was filed with the County Clerk of Los Angeles County on 01/20/2017. The registrant(s) has (have) commenced to transact business under the fictitious business name or names listed above on N/A. NOTICE- This Fictitious Name Statement expires five years from the date it was filed in the office of the County Clerk. A new Fictitious Business Name Statement must be filed prior to that date. The filing of this statement does not of itself authorize the use in this state of a Fictitious Business Name in violation of the rights of another under Federal, State, or common law (See section 14411 et seq. Business and Professions Code) Publish: ES Mountain Views News Jan 21,28 and Feb 4,11, 2017 <box>6 1292 192 1455</box>
notice-heading: FICTITIOUS BUSINESS NAME STATEMENT FILE NO. 2017017869 <box>202 832 383 850</box>
notice-body: The following person(s) is (are) doing business as: DANIEL CHAVEZ TRUCKING, 11427 EXCELSIOR DR. UNIT D NORWALK, CA 90650. Full name of registrant(s) is (are) DANIEL NAVARRO CHAVEZ JR., 11427 EXCELSIOR DR. UNIT D NORWALK, CA 90650. This Business is conducted by: AN INDIVIDUAL. Signed: DANIEL NAVARRO CHAVEZ JR. This statement was filed with the County Clerk of Los Angeles County on 01/17/2017. Publish: Mountain Views News Dates Pub: Jan. 21, 28, Feb. 4, 11, 2017 <box>974 381 1162 463</box>
legal-notice <box>6 200 192 385</box>
legal-notice <box>1169 448 1355 533</box>
notice-heading: FICTITIOUS BUSINESS NAME STATEMENT FILE NO. 2017009164 <box>591 708 770 726</box>
legal-notice <box>1169 641 1355 726</box>
notice-body: The following person(s) is (are) doing business as: VILLAGE ELECTRIC COMPANY, 8998 GLENOAKS BLVD, SUN VALLEY, CA 91352. Full name of registrant(s) is (are) BERNARD RENE ROTHERMUND, 2949 EL CAMINITO ST, LA CRESCENTA, CA 91214. This Business is conducted by: an Individual. Signed: Bernard Rene Rothermund, Owner. This statement was filed with the County Clerk of Los Angeles County on 01/19/2017. The registrant(s) has (have) commenced to transact business under the fictitious business name or names listed above on Date Started or N/A. NOTICE- This Fictitious Name Statement expires five years from the date it was filed in the office of the County Clerk. A new Fictitious Business Name Statement must be filed prior to that date. The filing of this statement does not of itself authorize the use in this state of a Fictitious Business Name in violation of the rights of another under Federal, State, or common law (See section 14411 et seq. Business and Professions Code) Publish: ES Mountain Views News Jan 21,28 and Feb 4,11, 2017 <box>393 290 580 454</box>
legal-notice <box>1169 544 1355 629</box>
legal-notice <box>393 627 580 766</box>
notice-body: The following person(s) is (are) doing business as: SHAILA REIGN TALENT GROUP, 7930 KESSLER AVE, WINNETKA, CA 91306. Full name of registrant(s) is (are) SHAILA REIGN ENTERTAINMENT, 7930 KESSLER AVE, WINNETKA, CA 91306. This Business is conducted by: a Corporation. Signed: Shayla Reedus, Owner. This statement was filed with the County Clerk of Los Angeles County on 01/20/2017. The registrant(s) has (have) commenced to transact business under the fictitious business name or names listed above on 01/01/2015. NOTICE- This Fictitious Name Statement expires five years from the date it was filed in the office of the County Clerk. A new Fictitious Business Name Statement must be filed prior to that date. The filing of this statement does not of itself authorize the use in this state of a Fictitious Business Name in violation of the rights of another under Federal, State, or common law (See section 14411 et seq. Business and Professions Code) Publish: ES Mountain Views News Jan 21,28 and Feb 4,11, 2017 <box>199 665 387 820</box>
notice-body: The following person(s) is (are) doing business as: HEAVENLY HANDS HOME CARE, 4122 REDBROOK AVE APT 10, LAKEWOOD, CA 90712. Full name of registrant(s) is (are) GRACIELA ESPINOZA ORTIZ. Publish: Mountain Views News Dates Pub: Jan. 21, 28, Feb. 4, 11, 2017 <box>974 1067 1162 1111</box>
legal-notice <box>200 52 387 71</box>
notice-body: The following person(s) is (are) doing business as: JAV DESIGNS, 6619 WHITSETT AVE, NORTH HOLLYWOOD, CA 91606. Full name of registrant(s) is (are) JOSE R. REVELO, 6619 WHITSETT AVE, NORTH HOLLYWOOD, CA 91606. This Business is conducted by: an Individual. Signed: Jose R. Revelo, Owner. This statement was filed with the County Clerk of Los Angeles County on 01/13/17. The registrant(s) has (have) commenced to transact business under the fictitious business name or names listed above on 1/12/17. NOTICE- This Fictitious Name Statement expires five years from the date it was filed in the office of the County Clerk. Publish: ES Mountain Views News Jan 21,28 and Feb 4,11, 2017 <box>587 587 774 695</box>
notice-heading: FICTITIOUS BUSINESS NAME STATEMENT FILE NO. 2017010264 <box>591 1061 770 1080</box>
notice-heading: FICTITIOUS BUSINESS NAME STATEMENT FILE NO. 2017017870 <box>202 269 383 288</box>
legal-notice <box>200 832 387 1008</box>
notice-heading: FICTITIOUS BUSINESS NAME STATEMENT FILE NO. 2017009000 <box>396 1300 577 1318</box>
notice-body: The following person(s) is (are) doing business as: ROSEMEAD NAIL SPA, 8830 VALLEY BLVD., ROSEMEAD, CA 91770. Full name of registrant(s) is (are) THU HUONG NGUYEN, 8830 VALLEY BLVD., ROSEMEAD, CA 91770. This Business is conducted by: AN INDIVIDUAL. Signed: THU HUONG NGUYEN. Publish: Mountain Views News Dates Pub: Jan. 21, 28, Feb. 4, 11, 2017 <box>1169 661 1355 725</box>
notice-body: The following person(s) is (are) doing business as: JM LANDSCAPING SERVICES, 17538 PARTHENIA STREET, NORTHRIDGE, CA 91325. Full name of registrant(s) is (are) JESUS MORENO, 17538 PARTHENIA STREET, NORTHRIDGE, CA 91325. This Business is conducted by: an Individual. Signed: Jesus Moreno, Owner. This statement was filed with the County Clerk of Los Angeles County on 01/13/17. Publish: ES Mountain Views News Jan 21,28 and Feb 4,11, 2017 <box>587 871 774 944</box>
legal-notice <box>6 396 192 554</box>
legal-notice <box>200 82 387 258</box>
notice-body: The following person(s) is (are) doing business as: BUNNY SUGAR BOUTIQUE, 12636 TERRA BELLA ST, PACOIMA, CA 91331. Full name of registrant(s) is (are) ROSE MARIE GARCIA, 12636 TERRA BELLA ST, PACOIMA, CA 91331. Publish: ES Mountain Views News Jan 21,28 and Feb 4,11, 2017 <box>587 1179 774 1224</box>
notice-heading: FICTITIOUS BUSINESS NAME STATEMENT FILE NO. 2017011434 <box>784 239 965 258</box>
legal-notice <box>588 396 774 554</box>
notice-heading: FICTITIOUS BUSINESS NAME STATEMENT FILE NO. 2017017010 <box>9 1083 189 1101</box>
notice-heading: FICTITIOUS BUSINESS NAME STATEMENT FILE NO. 2017009373 <box>591 396 770 415</box>
legal-notice <box>781 1048 968 1115</box>
column-6 <box>975 52 1162 2535</box>
legal-notice <box>781 240 968 370</box>
notice-heading: FICTITIOUS BUSINESS NAME STATEMENT FILE NO. 2017-013698 <box>978 475 1159 493</box>
notice-body: The following person(s) is (are) doing business as: MI SALUD THERAPY, 18350 VENTURA BLVD STE 300, TARZANA, CA 91356. Publish: ES Mountain Views News Jan 21,28 and Feb 4,11, 2017 <box>587 1257 774 1293</box>
notice-heading: FICTITIOUS BUSINESS NAME STATEMENT FILE NO. 2017-014229 <box>1172 448 1352 466</box>
legal-notice <box>393 1052 580 1183</box>
legal-notice <box>393 82 580 258</box>
notice-heading: FICTITIOUS BUSINESS NAME STATEMENT FILE NO. 2017-011234 <box>978 774 1159 792</box>
notice-body: The following person(s) is (are) doing business as: A E FLEET SERVICES, 476 CAMULOS ST, L.A., CA 90033. Full name of registrant(s) is (are) ANDRES EFREN LOPEZ, 476 CAMULOS ST, L.A., CA 90033. This Business is conducted by: AN INDIVIDUAL. Signed: ANDRES EFREN LOPEZ. Publish: Mountain Views News Dates Pub: Jan 21,28, Feb 4 & 11, 2017 <box>781 886 968 940</box>
legal-notice <box>975 958 1162 1034</box>
legal-notice <box>6 895 192 1071</box>
notice-heading: FICTITIOUS BUSINESS NAME STATEMENT FILE NO. 2017017113 <box>9 895 189 914</box>
notice-body: FIRST TRUST FINANCIAL, 15455 VENTURA BLVD #207, SHERMAN OAKS, CA 91403. Full name of registrant(s) is (are) CHANCE FINANCIAL INC, 15455 VENTURA BLVD #207, SHERMAN OAKS, CA 91423. This Business is conducted by: a Corporation. Signed: Chance Financial, President. This statement was filed with the County Clerk of Los Angeles County on 01/12/17. The registrant(s) has (have) commenced to transact business under the fictitious business name or names listed above on 01/2017. NOTICE- This Fictitious Name Statement expires five years from the date it was filed in the office of the County Clerk. A new Fictitious Business Name Statement must be filed prior to that date. The filing of this statement does not of itself authorize the use in this state of a Fictitious Business Name in violation of the rights of another under Federal, State, or common law (See section 14411 et seq. Business and Professions Code) Publish: ES Mountain Views News Jan 21,28 and Feb 4,11, 2017 <box>587 52 774 197</box>
legal-notice <box>588 52 774 198</box>
notice-heading: FICTITIOUS BUSINESS NAME STATEMENT FILE NO. 2017017012 <box>396 81 577 101</box>
notice-heading: FICTITIOUS BUSINESS NAME STATEMENT FILE NO. 2017-013902 <box>1172 737 1352 756</box>
notice-heading: FICTITIOUS BUSINESS NAME STATEMENT FILE NO. 2017-016420 <box>1172 825 1352 843</box>
notice-body: The following person(s) is (are) doing business as: QUICK AUTO SMOG, 3150 E. GAGE AVE., HUNTINGTON PARK, CA 90255. Full name of registrant(s) is (are) HECTOR MENDOZA, 3150 E. GAGE AVE., HUNTINGTON PARK, CA 90255. This Business is conducted by: AN INDIVIDUAL. Signed: HECTOR MENDOZA. Publish: Mountain Views News Dates Pub: Jan. 21, 28, Feb. 4, 11, 2017 <box>1169 566 1355 629</box>
notice-body: The following person(s) is (are) doing business as: ADORABLE PRODUCTIONS, 1743 GARFIELD PLACE #203, LOS ANGELES, CA 90028. Full name of registrant(s) is (are) JANE HOLLON, 1743 GARFIELD PLACE #203, LOS ANGELES, CA 90028. This Business is conducted by: a General Partnership. Signed: Jane Hollon, General Partner. This statement was filed with the County Clerk of Los Angeles County on 01/20/2017. The registrant(s) has (have) commenced to transact business under the fictitious business name or names listed above on N/A. NOTICE- This Fictitious Name Statement expires five years from the date it was filed in the office of the County Clerk. A new Fictitious Business Name Statement must be filed prior to that date. The filing of this statement does not of itself authorize the use in this state of a Fictitious Business Name in violation of the rights of another under Federal, State, or common law (See section 14411 et seq. Business and Professions Code) Publish: ES Mountain Views News Jan 21,28 and Feb 4,11, 2017 <box>6 1488 192 1643</box>
legal-notice <box>975 774 1162 859</box>
column-3 <box>393 52 580 2535</box>
notice-heading: FICTITIOUS BUSINESS NAME STATEMENT FILE NO. 2017008344 <box>396 1194 577 1213</box>
legal-notice <box>200 645 387 821</box>
notice-body: The following person(s) is (are) doing business as: URBAN ADVANTAGE, 1169 GLENOAKS BLVD #117, SAN FERNANDO, CA 91340. Full name of registrant(s) is (are) DANIEL URBINO AVARADO, 1169 GLENOAKS BLVD #117, SAN FERNANDO, CA 91340. This Business is conducted by: An Individual. Signed: Daniel Urbino Alvarado, Individual/Owner. This statement was filed with the County Clerk of Los Angeles County on 01/23/2017. The registrant(s) has (have) commenced to transact business under the fictitious business name or names listed above on 12/31/2012. NOTICE- This Fictitious Name Statement expires five years from the date it was filed in the office of the County Clerk. A new Fictitious Business Name Statement must be filed prior to that date. The filing of this statement does not of itself authorize the use in this state of a Fictitious Business Name in violation of the rights of another under Federal, State, or common law (See section 14411 et seq. Business and Professions Code) Publish: ES Mountain Views News Jan 21,28 and Feb 4,11, 2017 <box>6 720 192 884</box>
notice-body: 405 S. SADLER AVE. STE 7, L.A., CA 90022. Full name of registrant(s) is (are) URIS GIRON, 405 S. SADLER AVE. STE 7, L.A., CA 90022. This Business is conducted by: AN INDIVIDUAL. Signed: URIS GIRON. This statement was filed with the County Clerk of Los Angeles County on 01/20/2017. The registrant(s) has (have) commenced to transact business under the fictitious business name or names listed above on 09/1991. NOTICE- This Fictitious Name Statement expires five years from the date it was filed in the office of the County Clerk. A new Fictitious Business Name Statement must be filed prior to that date. The filing of this statement does not of itself authorize the use in this state of a Fictitious Business Name in violation of the rights of another under Federal, State, or common law (see section 14411 et seq. Business and Professions Code)Publish: Mountain Views News Dates Pub: Jan. 28, Feb. 4, 11, 18, 2017 <box>6 52 192 188</box>
notice-heading: FICTITIOUS BUSINESS NAME STATEMENT FILE NO. 2017014889 <box>202 1321 383 1340</box>
legal-notice <box>1169 52 1355 189</box>
notice-body: The following person(s) is (are) doing business as: PACIFIC COAST TIRES, 2409 E. FLORENCE AVE., HUNTINGTON PARK, CA 90255. Full name of registrant(s) is (are) MIGUEL ANGEL RAMIREZ, 2409 E. FLORENCE AVE., HUNTINGTON PARK, CA 90255. This Business is conducted by: AN INDIVIDUAL. Signed: MIGUEL ANGEL RAMIREZ. Publish: Mountain Views News Dates Pub: Jan. 21, 28, Feb. 4, 11, 2017 <box>1169 469 1355 532</box>
notice-body: The following person(s) is (are) doing business as: RIODE MADRINES, 17050 RINALDI ST, GRANADA HILLS, CA 91344. Full name of registrant(s) is (are) KARLA PORTILLO, 17050 RINALDI ST, GRANADA HILLS, CA 91344. This Business is conducted by: an Individual. Signed: Karla Portillo, Owner. This statement was filed with the County Clerk of Los Angeles County on 01/20/17. The registrant(s) has (have) commenced to transact business under the fictitious business name or names listed above on N/A. NOTICE- This Fictitious Name Statement expires five years from the date it was filed in the office of the County Clerk. A new Fictitious Business Name Statement must be filed prior to that date. The filing of this statement does not of itself authorize the use in this state of a Fictitious Business Name in violation of the rights of another under Federal, State, or common law (See section 14411 et seq. Business and Professions Code) Publish: ES Mountain Views News Jan 21,28 and Feb 4,11, 2017 <box>393 102 580 257</box>
notice-body: The following person(s) is (are) doing business as: TAMASHII RAMEN HOUSE, 14931 VENTURA BLVD, SHERMAN OAKS, CA 91403. Full name of registrant(s) is (are) TAMASHII RAMEN HOUSE INC, 14931 VENTURA BLVD, SHERMAN OAKS, CA 91403. This Business is conducted by: a Corporation. Signed: Tamashii Ramen House Inc, Kai C. Fung, President. This statement was filed with the County Clerk of Los Angeles County on 01/18/2017. The registrant(s) has (have) commenced to transact business under the fictitious business name or names listed above on N/A. NOTICE- This Fictitious Name Statement expires five years from the date it was filed in the office of the County Clerk. Publish: ES Mountain Views News Jan 21,28 and Feb 4,11, 2017 <box>199 1342 387 1451</box>
notice-body: Full name of registrant(s) is (are) ISAAC RODRIGUEZ, 1127 CALIFORNIA AVE., LONG BEACH, CA 90813. This Business is conducted by: AN INDIVIDUAL. Signed: ISAAC RODRIGUEZ. This statement was filed with the County Clerk of Los Angeles County on 01/10/2017. The registrant(s) has (have) commenced to transact business under the fictitious business name or names listed above on N/A. NOTICE- This Fictitious Name Statement expires five years from the date it was filed in the office of the County Clerk. A new Fictitious Business Name Statement must be filed prior to that date. The filing of this statement does not of itself authorize the use in this state of a Fictitious Business Name in violation of the rights of another under Federal, State, or common law (see section 14411 et seq. Business and Professions Code)Publish: Mountain Views News Dates Pub: Jan. 21, 28, Feb. 4, 11, 2017 <box>1169 52 1355 188</box>
legal-notice <box>1169 738 1355 813</box>
legal-notice <box>975 475 1162 569</box>
legal-notice <box>393 928 580 1040</box>
section-title: LEGAL NOTICES <box>12 0 382 47</box>
notice-body: The following person(s) is (are) doing business as: AIRCRAFT INTERIOR SERVICES, 16231 WATERMAN DRIVE, VAN NUYS, CA 91406. Full name of registrant(s) is (are) DAMON MIDGETTE, 16231 WATERMAN DRIVE, VAN NUYS, CA 91406. This Business is conducted by: an Individual. Signed: Damon Midgette, Owner. This statement was filed with the County Clerk of Los Angeles County on 01/13/17. The registrant(s) has (have) commenced to transact business under the fictitious business name or names listed above on 01/2017. NOTICE- This Fictitious Name Statement expires five years from the date it was filed in the office of the County Clerk. Publish: ES Mountain Views News Jan 21,28 and Feb 4,11, 2017 <box>587 729 774 837</box>
notice-body: The following person(s) is (are) doing business as: CRIVEO'S BODY PARTS, 6040 E FLORENCE AVE., BELL GARDENS, CA 90201. Full name of registrant(s) is (are) ALEJANDRO ASTUDILLOJIMENEZ, 6040 E FLORENCE AVE., BELL GARDENS, CA 90201. This Business is conducted by: AN INDIVIDUAL. Signed: ALEJANDRO ASTUDILLOJIMENEZ. This statement was filed with the County Clerk of Los Angeles County on 01/19/2017. The registrant(s) has (have) commenced to transact business under the fictitious business name or names listed above on N/A. NOTICE- This Fictitious Name Statement expires five years from the date it was filed in the office of the County Clerk. Publish: Mountain Views News Dates Pub: Jan. 21, 28, Feb. 4, 11, 2017 <box>974 230 1162 348</box>
notice-heading: FICTITIOUS BUSINESS NAME STATEMENT FILE NO. 2017012864 <box>784 52 965 71</box>
legal-notice <box>393 1300 580 1385</box>
legal-notice <box>781 864 968 940</box>
legal-notice <box>200 1464 387 1539</box>
legal-notice <box>975 52 1162 198</box>
legal-notice <box>200 270 387 446</box>
notice-heading: FICTITIOUS BUSINESS NAME STATEMENT FILE NO. 2017014946 <box>202 1019 383 1038</box>
notice-body: The following person(s) is (are) doing business as: DON CHENCHO MEXICAN RESTAURANT, 2233 PACIFIC AVE, LONG BEACH, CA 90806. Full name of registrant(s) is (are) CAMILO DE LEIZ CANCHE-CHI, 4141 W CENTURY BLVD., APT 121, INGLEWOOD, CA 90304. This Business is conducted by: AN INDIVIDUAL. Signed: CAMILO DE LEIZ CANCHE-CHI. Publish: Mountain Views News Dates Pub: Jan. 21, 28, Feb. 4, 11, 2017 <box>974 689 1162 761</box>
